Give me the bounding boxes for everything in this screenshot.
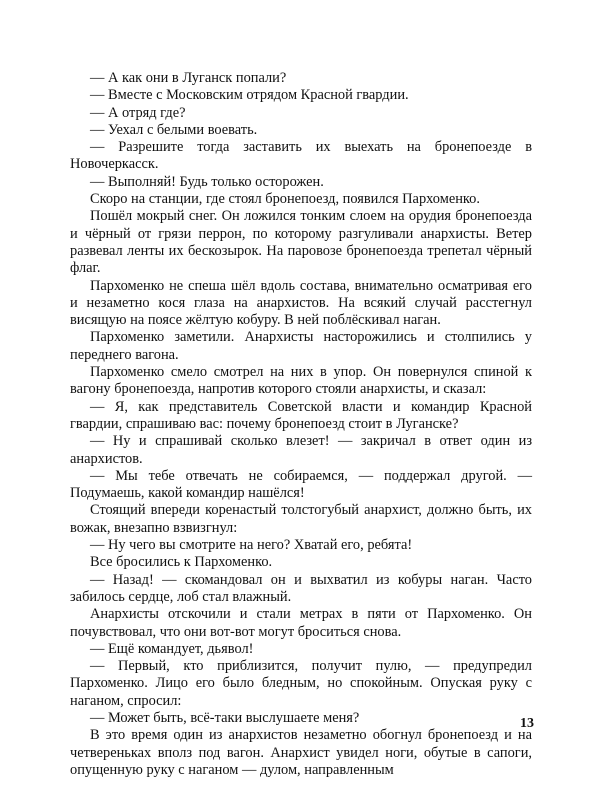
paragraph: Все бросились к Пархоменко. — [90, 554, 273, 571]
page-number: 13 — [520, 716, 534, 731]
paragraph: — А отряд где? — [90, 104, 186, 121]
paragraph: — Ну и спрашивай сколько влезет! — закричал в ответ один из анархистов. — [70, 433, 532, 467]
paragraph: Пархоменко смело смотрел на них в упор. Он повернулся спиной к вагону бронепоезда, напротив которого стояли анархисты, и сказал: — [70, 364, 532, 398]
paragraph: — Ну чего вы смотрите на него? Хватай его, ребята! — [90, 537, 413, 554]
paragraph: — Выполняй! Будь только осторожен. — [90, 173, 324, 190]
paragraph: Анархисты отскочили и стали метрах в пяти от Пархоменко. Он почувствовал, что они вот-вот могут броситься снова. — [70, 606, 532, 640]
paragraph: — Первый, кто приблизится, получит пулю, — предупредил Пархоменко. Лицо его было бледным, но спокойным. Опуская руку с наганом, спросил: — [70, 658, 532, 709]
paragraph: — Мы тебе отвечать не собираемся, — поддержал другой. — Подумаешь, какой командир нашёлся! — [70, 467, 532, 502]
paragraph: В это время один из анархистов незаметно обогнул бронепоезд и на четвереньках вполз под вагон. Анархист увидел ноги, обутые в сапоги, опущенную руку с наганом — дулом, направленным — [70, 727, 532, 778]
paragraph: — Я, как представитель Советской власти и командир Красной гвардии, спрашиваю вас: почему бронепоезд стоит в Луганске? — [70, 398, 532, 432]
paragraph: — Ещё командует, дьявол! — [90, 640, 254, 657]
paragraph: — Уехал с белыми воевать. — [90, 121, 258, 138]
paragraph: — Вместе с Московским отрядом Красной гвардии. — [90, 87, 409, 104]
paragraph: Скоро на станции, где стоял бронепоезд, появился Пархоменко. — [90, 191, 480, 208]
paragraph: Стоящий впереди коренастый толстогубый анархист, должно быть, их вожак, внезапно взвизгнул: — [70, 502, 532, 536]
paragraph: — Разрешите тогда заставить их выехать на бронепоезде в Новочеркасск. — [70, 139, 532, 173]
paragraph: Пошёл мокрый снег. Он ложился тонким слоем на орудия бронепоезда и чёрный от грязи перрон, по которому разгуливали анархисты. Ветер развевал ленты их бескозырок. На паровозе бронепоезда трепетал чёрный флаг. — [70, 208, 532, 277]
paragraph: Пархоменко не спеша шёл вдоль состава, внимательно осматривая его и незаметно кося глаза на анархистов. На всякий случай расстегнул висящую на поясе жёлтую кобуру. В ней поблёскивал наган. — [70, 277, 532, 329]
paragraph: Пархоменко заметили. Анархисты насторожились и столпились у переднего вагона. — [70, 329, 532, 363]
body-text — [70, 70, 532, 779]
paragraph: — А как они в Луганск попали? — [90, 70, 287, 86]
paragraph: — Может быть, всё-таки выслушаете меня? — [90, 709, 360, 726]
paragraph: — Назад! — скомандовал он и выхватил из кобуры наган. Часто забилось сердце, лоб стал влажный. — [70, 571, 532, 605]
